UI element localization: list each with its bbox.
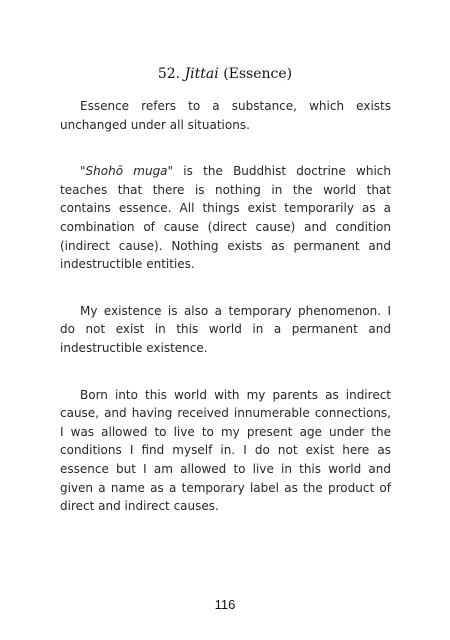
paragraph-2-rest: is the Buddhist doctrine which teaches that there is nothing in the world that contains essence. All things exist temporarily as a combination of cause (direct cause) and condition (indirect cause). Nothing exists as permanent and indestructible entities. — [60, 164, 391, 272]
chapter-gloss: (Essence) — [223, 66, 293, 82]
chapter-term: Jittai — [184, 66, 219, 82]
doctrine-quote: "Shohō muga" — [80, 164, 174, 179]
chapter-number: 52. — [157, 66, 181, 82]
paragraph-2 — [60, 162, 391, 274]
chapter-heading — [0, 66, 450, 82]
paragraph-3: My existence is also a temporary phenomenon. I do not exist in this world in a permanent and indestructible existence. — [60, 303, 391, 355]
paragraph-1: Essence refers to a substance, which exists unchanged under all situations. — [60, 99, 391, 132]
paragraph-4: Born into this world with my parents as indirect cause, and having received innumerable connections, I was allowed to live to my present age under the conditions I find myself in. I do not exist here as essence but I am allowed to live in this world and given a name as a temporary label as the product of direct and indirect causes. — [60, 387, 391, 514]
page-number: 116 — [214, 597, 236, 612]
body-text — [60, 97, 391, 544]
